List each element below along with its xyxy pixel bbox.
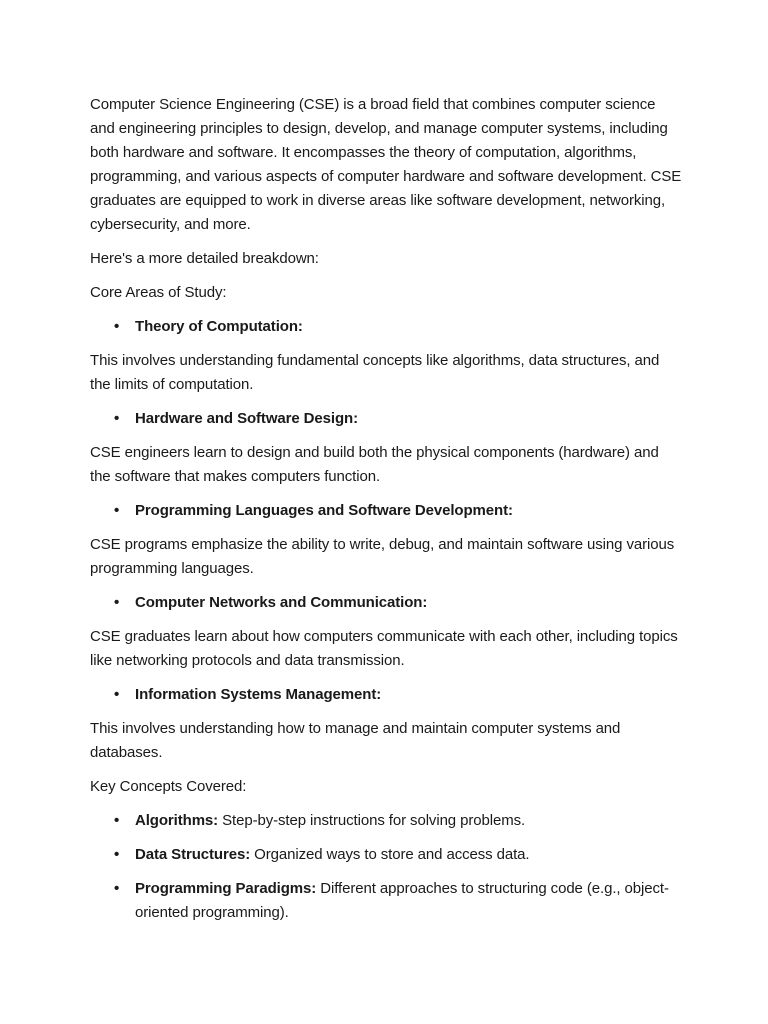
core-area-list-5 [90,683,682,707]
core-area-description: CSE programs emphasize the ability to write, debug, and maintain software using various programming languages. [90,536,675,577]
core-area-list-1 [90,315,682,339]
key-concept-term: Programming Paradigms: [135,880,317,897]
key-concept-term: Data Structures: [135,846,251,863]
key-concepts-heading: Key Concepts Covered: [90,778,247,795]
key-concept-item [135,843,682,867]
core-area-title: • Information Systems Management: [135,683,682,707]
core-area-list-3 [90,499,682,523]
core-area-description: CSE graduates learn about how computers communicate with each other, including topics like networking protocols and data transmission. [90,628,678,669]
core-area-description: This involves understanding fundamental concepts like algorithms, data structures, and the limits of computation. [90,352,660,393]
key-concepts-list [90,809,682,925]
core-area-title: • Hardware and Software Design: [135,407,682,431]
core-area-description: This involves understanding how to manage and maintain computer systems and databases. [90,720,621,761]
intro-paragraph: Computer Science Engineering (CSE) is a broad field that combines computer science and engineering principles to design, develop, and manage computer systems, including both hardware and software. It encompasses the theory of computation, algorithms, programming, and various aspects of computer hardware and software development. CSE graduates are equipped to work in diverse areas like software development, networking, cybersecurity, and more. [90,96,682,233]
core-areas-heading: Core Areas of Study: [90,284,227,301]
core-area-title: • Computer Networks and Communication: [135,591,682,615]
core-area-description: CSE engineers learn to design and build both the physical components (hardware) and the software that makes computers function. [90,444,659,485]
document-body [90,93,682,935]
core-area-title: • Theory of Computation: [135,315,682,339]
core-area-list-4 [90,591,682,615]
core-area-title: • Programming Languages and Software Development: [135,499,682,523]
key-concept-text: Different approaches to structuring code (e.g., object-oriented programming). [135,880,669,921]
key-concept-text: Step-by-step instructions for solving problems. [218,812,526,829]
key-concept-term: Algorithms: [135,812,219,829]
breakdown-label: Here's a more detailed breakdown: [90,250,319,267]
core-area-list-2 [90,407,682,431]
key-concept-text: Organized ways to store and access data. [250,846,530,863]
key-concept-item [135,877,682,925]
key-concept-item [135,809,682,833]
